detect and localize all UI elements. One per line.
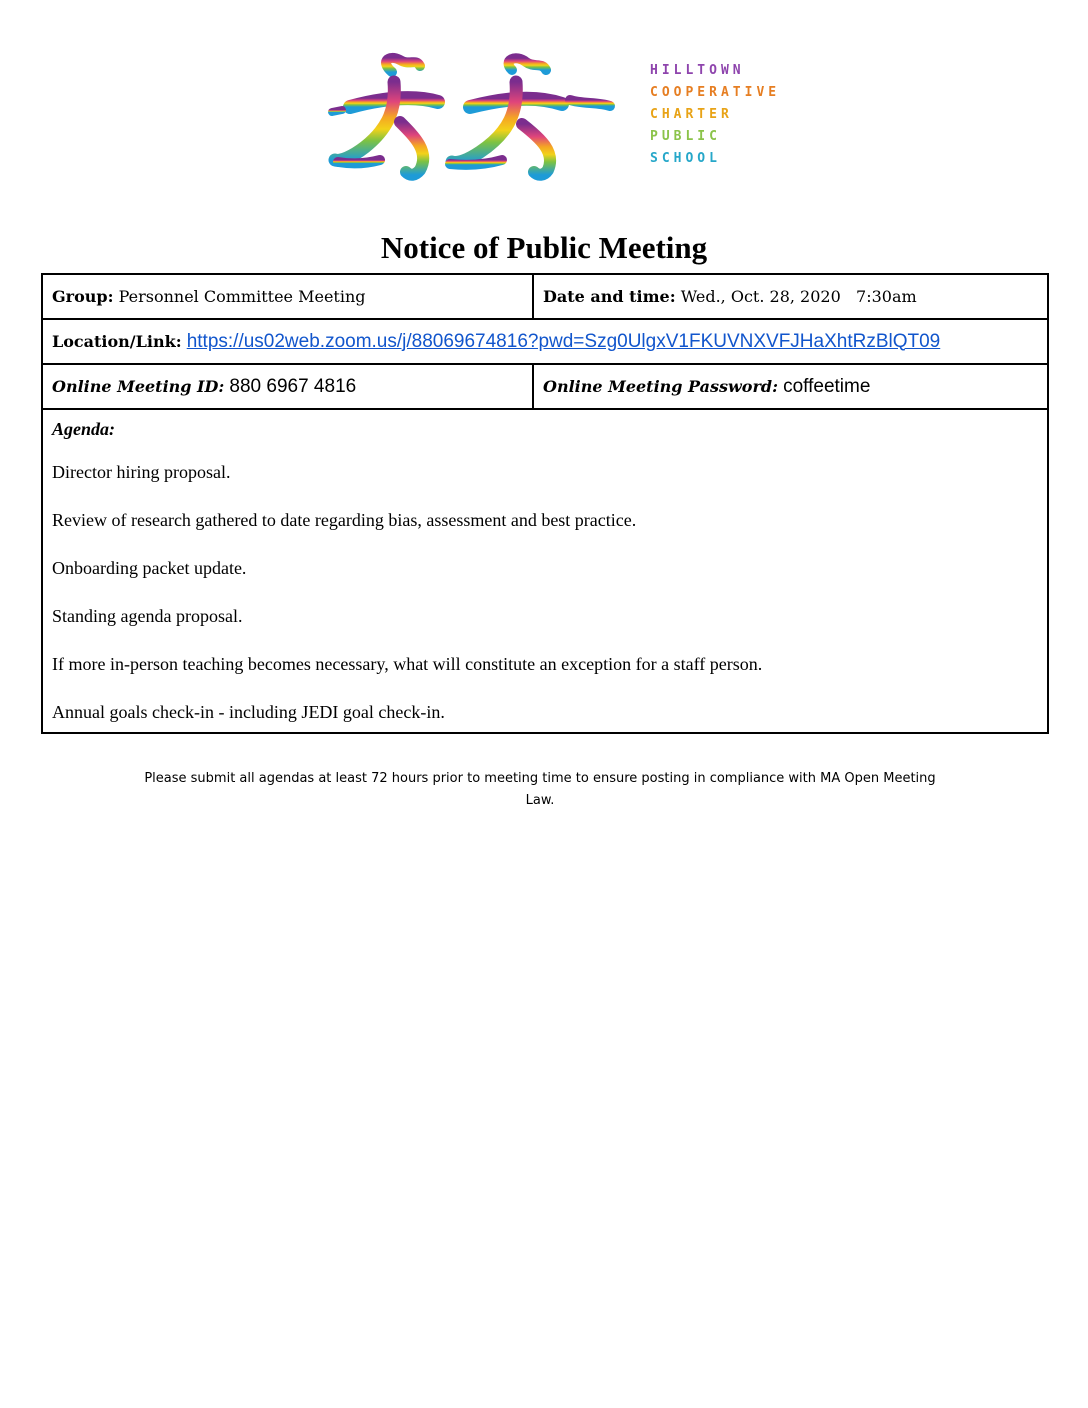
- logo-text-line-2: COOPERATIVE: [650, 85, 781, 100]
- submission-note-line-2: Law.: [525, 793, 555, 808]
- group-label: Group:: [52, 287, 114, 306]
- agenda-heading: Agenda:: [52, 419, 115, 439]
- info-row-credentials: [42, 364, 1048, 409]
- agenda-item: Standing agenda proposal.: [52, 606, 243, 626]
- agenda-item: Director hiring proposal.: [52, 462, 231, 482]
- info-row-agenda: [42, 409, 1048, 733]
- datetime-cell: [533, 274, 1048, 319]
- group-value: Personnel Committee Meeting: [118, 287, 366, 306]
- logo-wordmark: [650, 60, 790, 170]
- logo-text-line-5: SCHOOL: [650, 151, 721, 166]
- agenda-cell: [42, 409, 1048, 733]
- password-cell: [533, 364, 1048, 409]
- location-cell: [42, 319, 1048, 364]
- meeting-info-table: [41, 273, 1049, 734]
- password-value: coffeetime: [783, 375, 871, 397]
- logo-text-line-3: CHARTER: [650, 107, 733, 122]
- agenda-item: If more in-person teaching becomes necessary, what will constitute an exception for a staff person.: [52, 654, 763, 674]
- meeting-id-value: 880 6967 4816: [229, 375, 357, 397]
- logo-figures-art: [320, 52, 630, 182]
- logo-text-line-1: HILLTOWN: [650, 63, 745, 78]
- logo-text-line-4: PUBLIC: [650, 129, 721, 144]
- group-cell: [42, 274, 533, 319]
- school-logo: [320, 52, 790, 182]
- meeting-id-cell: [42, 364, 533, 409]
- datetime-label: Date and time:: [543, 287, 676, 306]
- zoom-meeting-link[interactable]: https://us02web.zoom.us/j/88069674816?pwd=Szg0UlgxV1FKUVNXVFJHaXhtRzBlQT09: [186, 330, 941, 352]
- info-row-location: [42, 319, 1048, 364]
- agenda-item: Review of research gathered to date regarding bias, assessment and best practice.: [52, 510, 637, 530]
- location-label: Location/Link:: [52, 331, 182, 351]
- info-row-group-date: [42, 274, 1048, 319]
- submission-note: [110, 768, 970, 812]
- agenda-item: Annual goals check-in - including JEDI goal check-in.: [52, 702, 445, 722]
- page-title: Notice of Public Meeting: [380, 230, 708, 265]
- agenda-item: Onboarding packet update.: [52, 558, 247, 578]
- datetime-value: Wed., Oct. 28, 2020 7:30am: [680, 287, 917, 306]
- password-label: Online Meeting Password:: [543, 376, 778, 396]
- submission-note-line-1: Please submit all agendas at least 72 hours prior to meeting time to ensure posting in compliance with MA Open Meeting: [144, 771, 936, 786]
- meeting-id-label: Online Meeting ID:: [52, 376, 225, 396]
